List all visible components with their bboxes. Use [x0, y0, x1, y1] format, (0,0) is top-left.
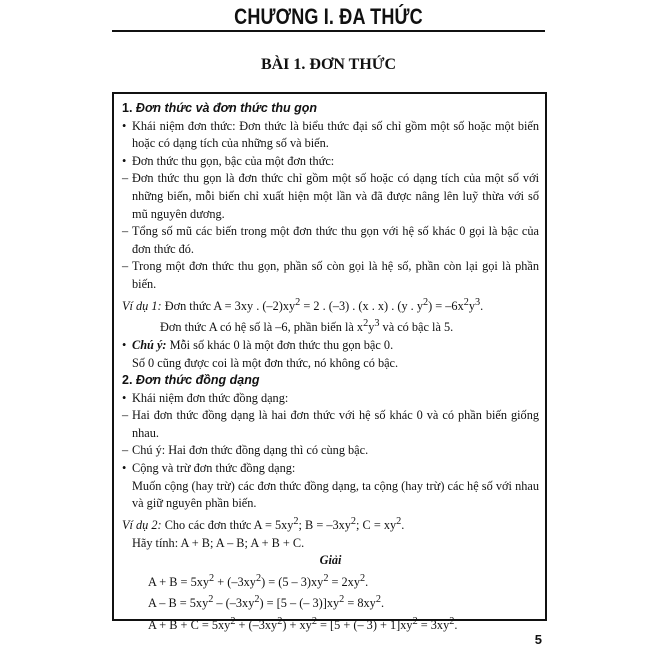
bullet-reduced: • Đơn thức thu gọn, bậc của một đơn thức: [122, 153, 539, 171]
section-2-heading: 2. Đơn thức đồng dạng [122, 373, 260, 388]
example-1: Ví dụ 1: Đơn thức A = 3xy . $(-2)xy^2 = 2$ . (–3) . (x . x) . (y . $y^2) = -6x^2y^3$. [122, 296, 484, 313]
bullet-concept: • Khái niệm đơn thức: Đơn thức là biểu thức đại số chỉ gồm một số hoặc một biến hoặc có dạng tích của những số và biến. [122, 118, 539, 151]
dash-marker: – [122, 443, 129, 458]
content-box [112, 92, 547, 633]
lesson-title: BÀI 1. ĐƠN THỨC [260, 56, 397, 73]
bullet-dot: • [122, 390, 127, 405]
solution-label: Giải [319, 553, 342, 568]
bullet-dot: • [122, 118, 127, 133]
chapter-underline [112, 30, 545, 32]
bullet-dot: • [122, 153, 127, 168]
dash-similar-definition: – Hai đơn thức đồng dạng là hai đơn thức với hệ số khác 0 và có phần biến giống nhau. [122, 408, 539, 440]
example-1-result: Đơn thức A có hệ số là –6, phần biến là $x^2y^3$ và có bậc là 5. [160, 318, 454, 335]
solution-line-2: $A - B = 5xy^2 - (-3xy^2) = [5$ – (– $3)]xy^2 = 8xy^2$. [148, 594, 385, 611]
bullet-dot: • [122, 337, 127, 352]
example-2-task: Hãy tính: A + B; A – B; A + B + C. [132, 535, 305, 550]
bullet-similar-concept: • Khái niệm đơn thức đồng dạng: [122, 390, 539, 408]
dash-similar-note: – Chú ý: Hai đơn thức đồng dạng thì có cùng bậc. [122, 442, 539, 460]
dash-definition: – Đơn thức thu gọn là đơn thức chỉ gồm một số hoặc có dạng tích của một số với những biến, mỗi biến chỉ xuất hiện một lần và đã được nâng lên luỹ thừa với số mũ nguyên dương. [122, 171, 539, 221]
solution-line-3: $A + B + C = 5xy^2 + (-3xy^2) + xy^2 = [5$ + (– $3) + 1]xy^2 = 3xy^2$. [148, 616, 458, 633]
add-subtract-rule: Muốn cộng (hay trừ) các đơn thức đồng dạng, ta cộng (hay trừ) các hệ số với nhau và giữ nguyên phần biến. [132, 478, 539, 511]
dash-marker: – [122, 171, 129, 186]
section-1-heading: 1. Đơn thức và đơn thức thu gọn [122, 101, 318, 115]
chapter-title: CHƯƠNG I. ĐA THỨC [234, 4, 423, 29]
note-1-line-2: Số 0 cũng được coi là một đơn thức, nó không có bậc. [132, 355, 399, 370]
dash-marker: – [122, 224, 129, 239]
dash-degree: – Tổng số mũ các biến trong một đơn thức thu gọn với hệ số khác 0 gọi là bậc của đơn thức đó. [122, 224, 539, 256]
dash-marker: – [122, 259, 129, 274]
solution-line-1: $A + B = 5xy^2 + (-3xy^2) = (5 - 3)xy^2 = 2xy^2$. [148, 572, 369, 589]
note-1: • Chú ý: Mỗi số khác 0 là một đơn thức thu gọn bậc 0. [122, 337, 539, 355]
dash-marker: – [122, 408, 129, 423]
page-number: 5 [534, 632, 542, 647]
bullet-dot: • [122, 461, 127, 476]
bullet-add-subtract: • Cộng và trừ đơn thức đồng dạng: [122, 460, 539, 478]
example-2: Ví dụ 2: Cho các đơn thức $A = 5xy^2$; $B = -3xy^2$; $C = xy^2$. [122, 515, 405, 532]
dash-coefficient: – Trong một đơn thức thu gọn, phần số còn gọi là hệ số, phần còn lại gọi là phần biến. [122, 259, 539, 291]
